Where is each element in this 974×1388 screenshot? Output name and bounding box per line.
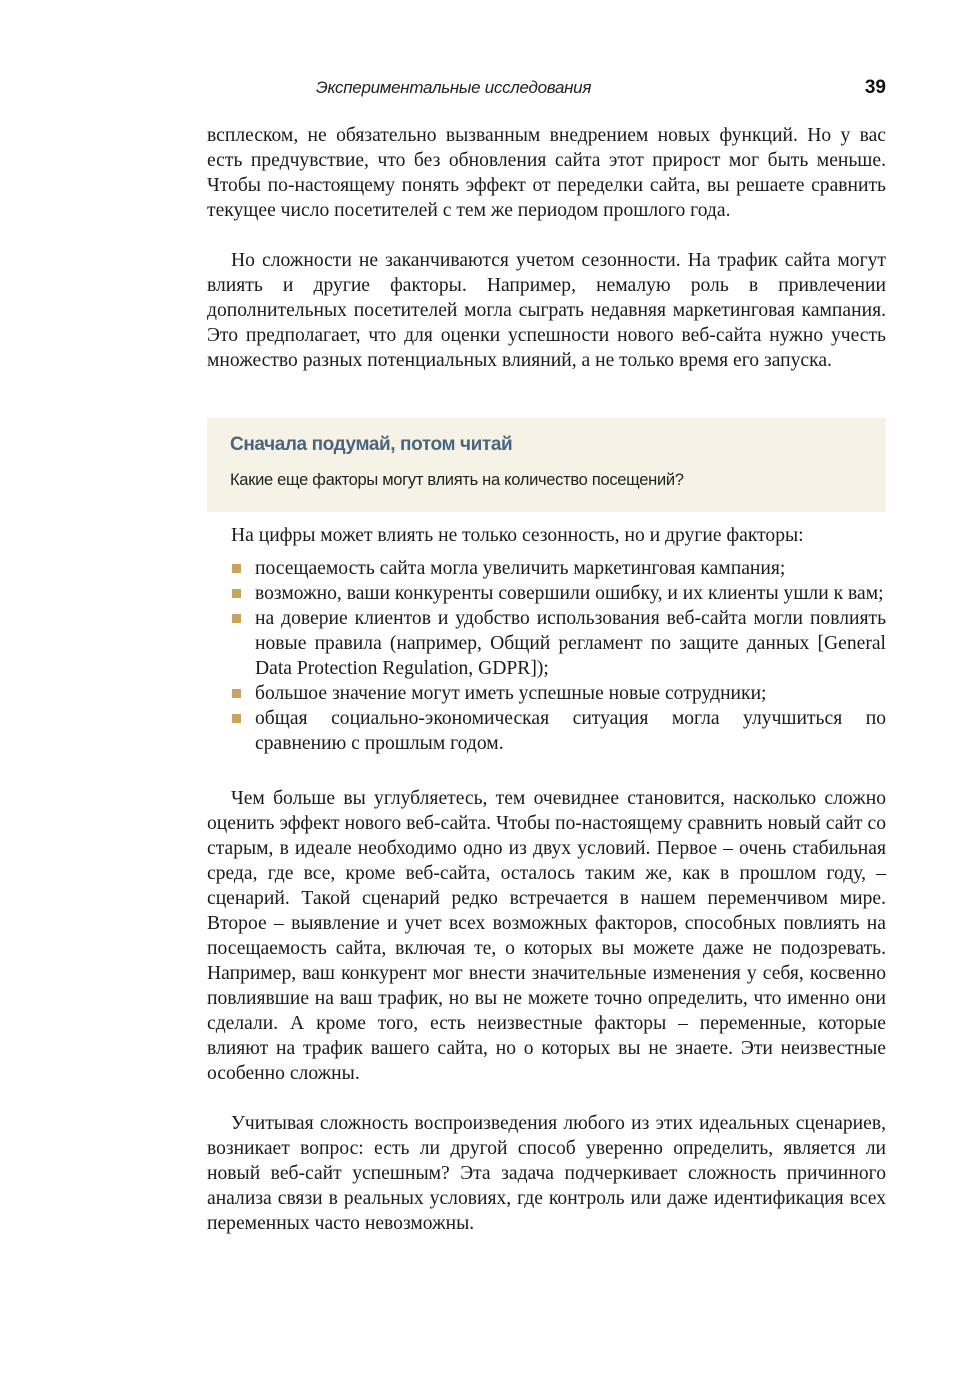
- list-item-text: большое значение могут иметь успешные новые сотрудники;: [255, 683, 767, 704]
- paragraph-complications: Но сложности не заканчиваются учетом сезонности. На трафик сайта могут влиять и другие факторы. Например, немалую роль в привлечении дополнительных посетителей могла сыграть недавняя маркетинговая кампания. Это предполагает, что для оценки успешности нового веб-сайта нужно учесть множество разных потенциальных влияний, а не только время его запуска.: [207, 250, 886, 371]
- bullet-square-icon: [232, 614, 241, 623]
- list-item: [207, 606, 886, 681]
- bullet-square-icon: [232, 564, 241, 573]
- list-item-text: посещаемость сайта могла увеличить маркетинговая кампания;: [255, 558, 786, 579]
- list-item: [207, 706, 886, 756]
- paragraph-continuation: всплеском, не обязательно вызванным внедрением новых функций. Но у вас есть предчувствие, что без обновления сайта этот прирост мог быть меньше. Чтобы по-настоящему понять эффект от переделки сайта, вы решаете сравнить текущее число посетителей с тем же периодом прошлого года.: [207, 125, 886, 221]
- page-number: 39: [864, 77, 886, 98]
- list-item-text: на доверие клиентов и удобство использования веб-сайта могли повлиять новые правила (например, Общий регламент по защите данных [General Data Protection Regulation, GDPR]);: [255, 608, 886, 679]
- list-item-text: возможно, ваши конкуренты совершили ошибку, и их клиенты ушли к вам;: [255, 583, 884, 604]
- list-item-text: общая социально-экономическая ситуация могла улучшиться по сравнению с прошлым годом.: [255, 708, 886, 754]
- bullet-square-icon: [232, 589, 241, 598]
- list-item: [207, 581, 886, 606]
- list-item: [207, 556, 886, 581]
- bullet-square-icon: [232, 714, 241, 723]
- running-title: Экспериментальные исследования: [316, 78, 592, 97]
- callout-question: Какие еще факторы могут влиять на количество посещений?: [230, 471, 684, 489]
- paragraph-factors-intro: На цифры может влиять не только сезонность, но и другие факторы:: [231, 525, 804, 546]
- paragraph-conclusion: Учитывая сложность воспроизведения любого из этих идеальных сценариев, возникает вопрос: есть ли другой способ уверенно определить, является ли новый веб-сайт успешным? Эта задача подчеркивает сложность причинного анализа связи в реальных условиях, где контроль или даже идентификация всех переменных часто невозможны.: [207, 1113, 886, 1234]
- bullet-square-icon: [232, 689, 241, 698]
- factors-list: [207, 556, 886, 756]
- think-first-callout: [207, 418, 886, 512]
- running-header: [207, 78, 886, 102]
- paragraph-deeper-analysis: Чем больше вы углубляетесь, тем очевиднее становится, насколько сложно оценить эффект нового веб-сайта. Чтобы по-настоящему сравнить новый сайт со старым, в идеале необходимо одно из двух условий. Первое – очень стабильная среда, где все, кроме веб-сайта, осталось таким же, как в прошлом году, – сценарий. Такой сценарий редко встречается в нашем переменчивом мире. Второе – выявление и учет всех возможных факторов, способных повлиять на посещаемость сайта, включая те, о которых вы можете даже не подозревать. Например, ваш конкурент мог внести значительные изменения у себя, косвенно повлиявшие на ваш трафик, но вы не можете точно определить, что именно они сделали. А кроме того, есть неизвестные факторы – переменные, которые влияют на трафик вашего сайта, но о которых вы не знаете. Эти неизвестные особенно сложны.: [207, 788, 886, 1084]
- list-item: [207, 681, 886, 706]
- callout-title: Сначала подумай, потом читай: [230, 434, 513, 455]
